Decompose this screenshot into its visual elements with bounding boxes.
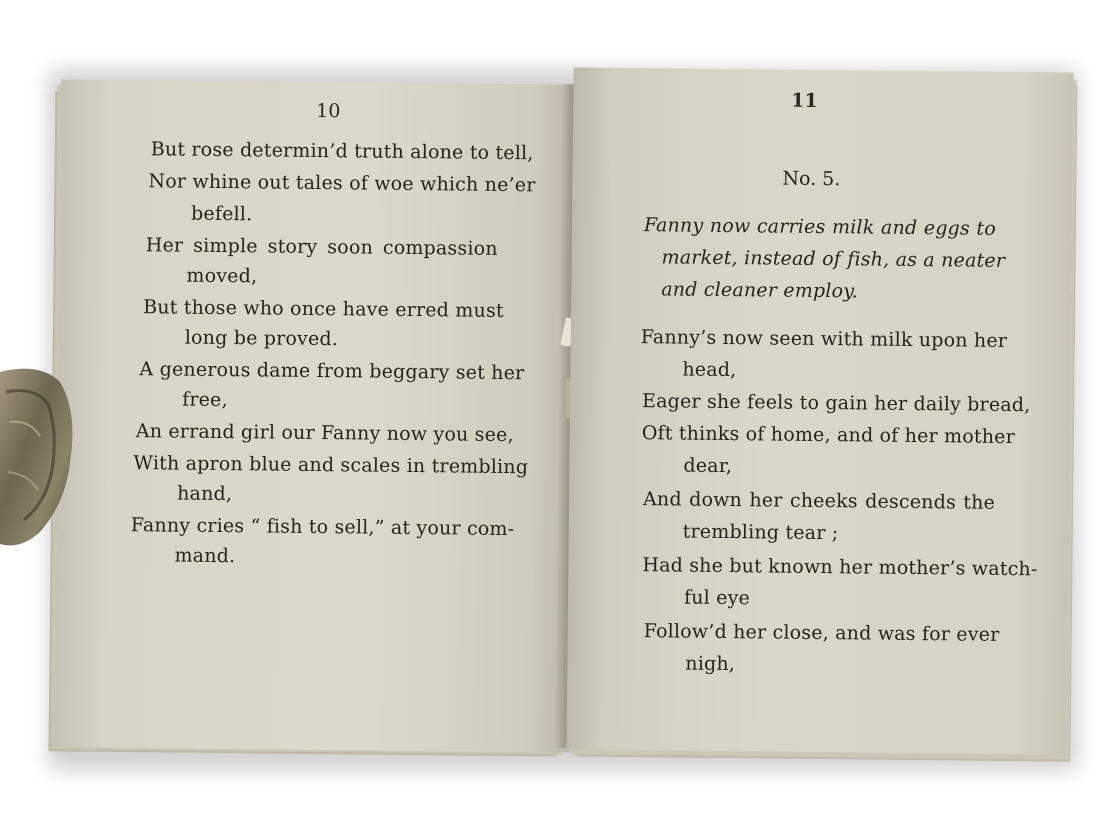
text-line: befell. xyxy=(190,202,253,226)
page-number-right: 11 xyxy=(791,89,818,112)
text-line: dear, xyxy=(683,454,733,478)
text-line: hand, xyxy=(177,482,233,506)
right-page xyxy=(566,67,1073,754)
text-line: moved, xyxy=(186,264,258,288)
page-number-left: 10 xyxy=(316,99,341,123)
text-line: ful eye xyxy=(683,586,751,610)
text-line: Fanny’s now seen with milk upon her xyxy=(640,326,1008,352)
text-line: An errand girl our Fanny now you see, xyxy=(135,420,514,447)
text-line: But rose determin’d truth alone to tell, xyxy=(150,138,534,165)
caption-line: and cleaner employ. xyxy=(661,278,859,303)
text-line: mand. xyxy=(174,544,236,568)
text-line: long be proved. xyxy=(184,326,339,351)
section-heading: No. 5. xyxy=(782,167,841,191)
left-page xyxy=(55,79,578,752)
text-line: And down her cheeks descends the xyxy=(642,488,996,514)
brass-clip xyxy=(0,362,78,552)
text-line: With apron blue and scales in trembling xyxy=(133,452,529,479)
caption-line: Fanny now carries milk and eggs to xyxy=(643,214,997,240)
text-line: But those who once have erred must xyxy=(143,296,504,322)
text-line: nigh, xyxy=(685,652,736,676)
text-line: head, xyxy=(682,358,737,382)
text-line: Oft thinks of home, and of her mother xyxy=(641,422,1016,449)
text-line: trembling tear ; xyxy=(682,520,839,545)
text-line: Nor whine out tales of woe which ne’er xyxy=(148,170,536,197)
text-line: Follow’d her close, and was for ever xyxy=(643,620,1000,646)
text-line: Her simple story soon compassion xyxy=(145,234,498,260)
text-line: A generous dame from beggary set her xyxy=(139,358,525,385)
text-line: free, xyxy=(182,388,228,412)
text-line: Fanny cries “ fish to sell,” at your com- xyxy=(130,514,515,541)
text-line: Eager she feels to gain her daily bread, xyxy=(641,390,1031,417)
caption-line: market, instead of fish, as a neater xyxy=(661,246,1006,272)
text-line: Had she but known her mother’s watch- xyxy=(642,554,1038,581)
